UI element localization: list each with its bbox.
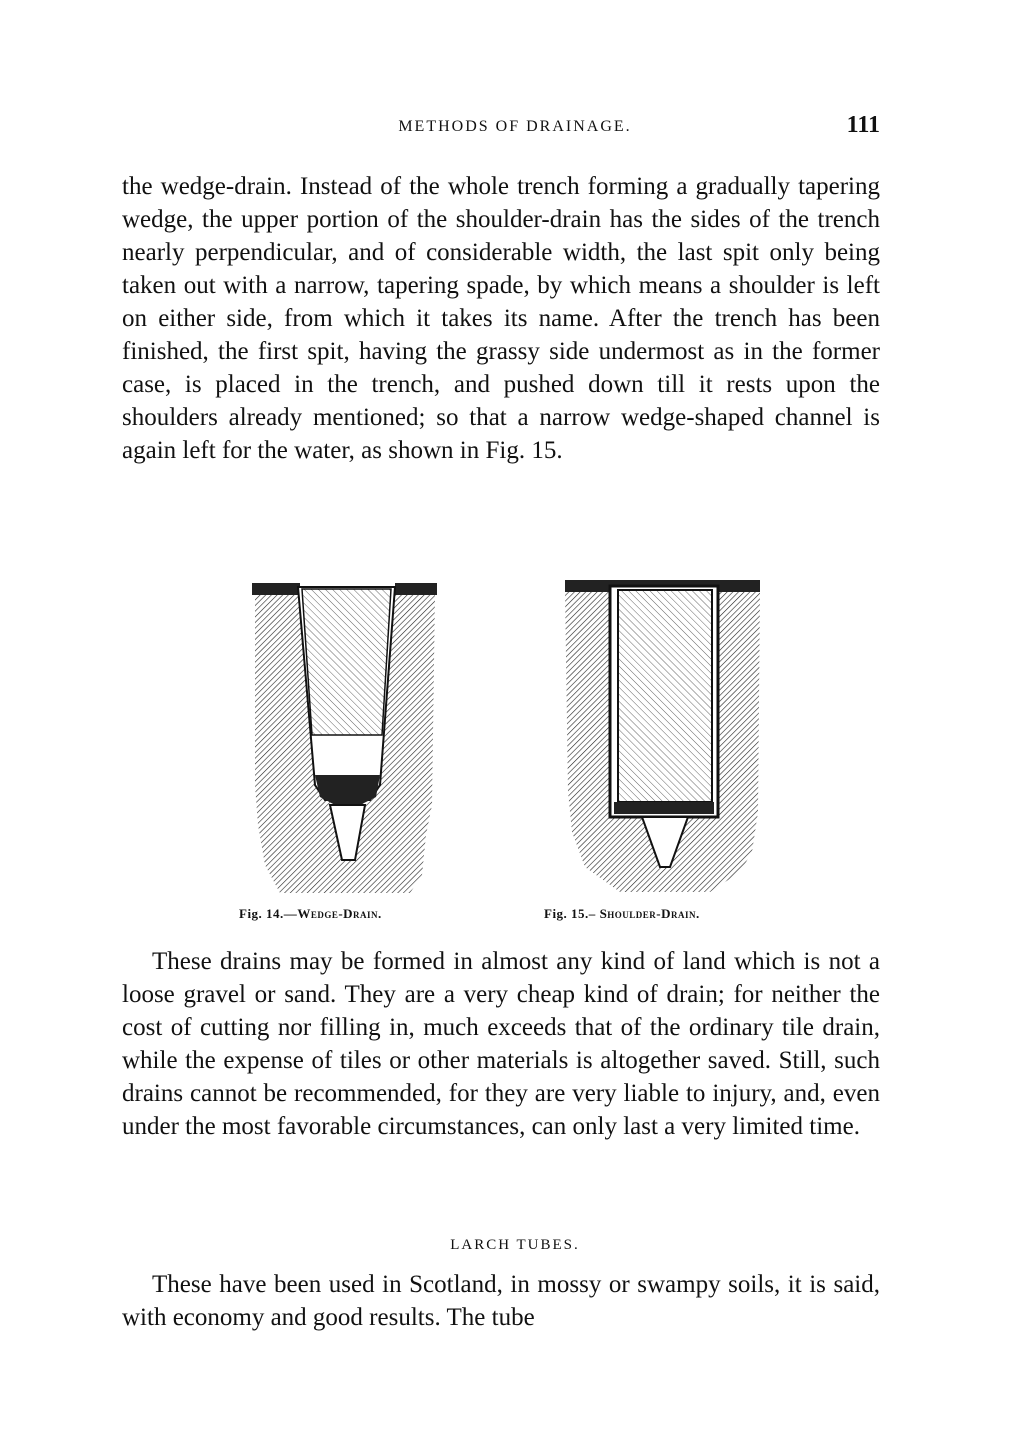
grass-right — [395, 583, 437, 595]
backfill — [302, 589, 391, 735]
figure-wedge-drain — [240, 575, 450, 895]
running-title: METHODS OF DRAINAGE. — [398, 118, 632, 135]
page-header — [0, 112, 1030, 148]
page-number: 111 — [846, 112, 880, 138]
fig15-number: Fig. 15.– — [544, 906, 600, 921]
paragraph-2: These drains may be formed in almost any kind of land which is not a loose gravel or sand. They are a very cheap kind of drain; for neither the cost of cutting nor filling in, much exceeds that of the ordinary tile drain, while the expense of tiles or other materials is altogether saved. Still, such drains cannot be recommended, for they are very liable to injury, and, even under the most favorable circumstances, can only last a very limited time. — [122, 948, 880, 1140]
figure-shoulder-drain — [560, 572, 770, 897]
paragraph-3: These have been used in Scotland, in mossy or swampy soils, it is said, with economy and good results. The tube — [122, 1271, 880, 1331]
paragraph-1: the wedge-drain. Instead of the whole trench forming a gradually tapering wedge, the upper portion of the shoulder-drain has the sides of the trench nearly perpendicular, and of considerable width, the last spit only being taken out with a narrow, tapering spade, by which means a shoulder is left on either side, from which it takes its name. After the trench has been finished, the first spit, having the grassy side undermost as in the former case, is placed in the trench, and pushed down till it rests upon the shoulders already mentioned; so that a narrow wedge-shaped channel is again left for the water, as shown in Fig. 15. — [122, 173, 880, 464]
grass-left — [252, 583, 300, 595]
figure-14-caption — [239, 906, 382, 922]
figure-15-caption — [544, 906, 700, 922]
fig14-title: Wedge-Drain. — [297, 906, 382, 921]
turf-sod — [614, 802, 714, 814]
backfill — [618, 590, 712, 802]
section-heading: LARCH TUBES. — [450, 1237, 580, 1253]
fig14-number: Fig. 14.— — [239, 906, 298, 921]
fig15-title: Shoulder-Drain. — [599, 906, 700, 921]
